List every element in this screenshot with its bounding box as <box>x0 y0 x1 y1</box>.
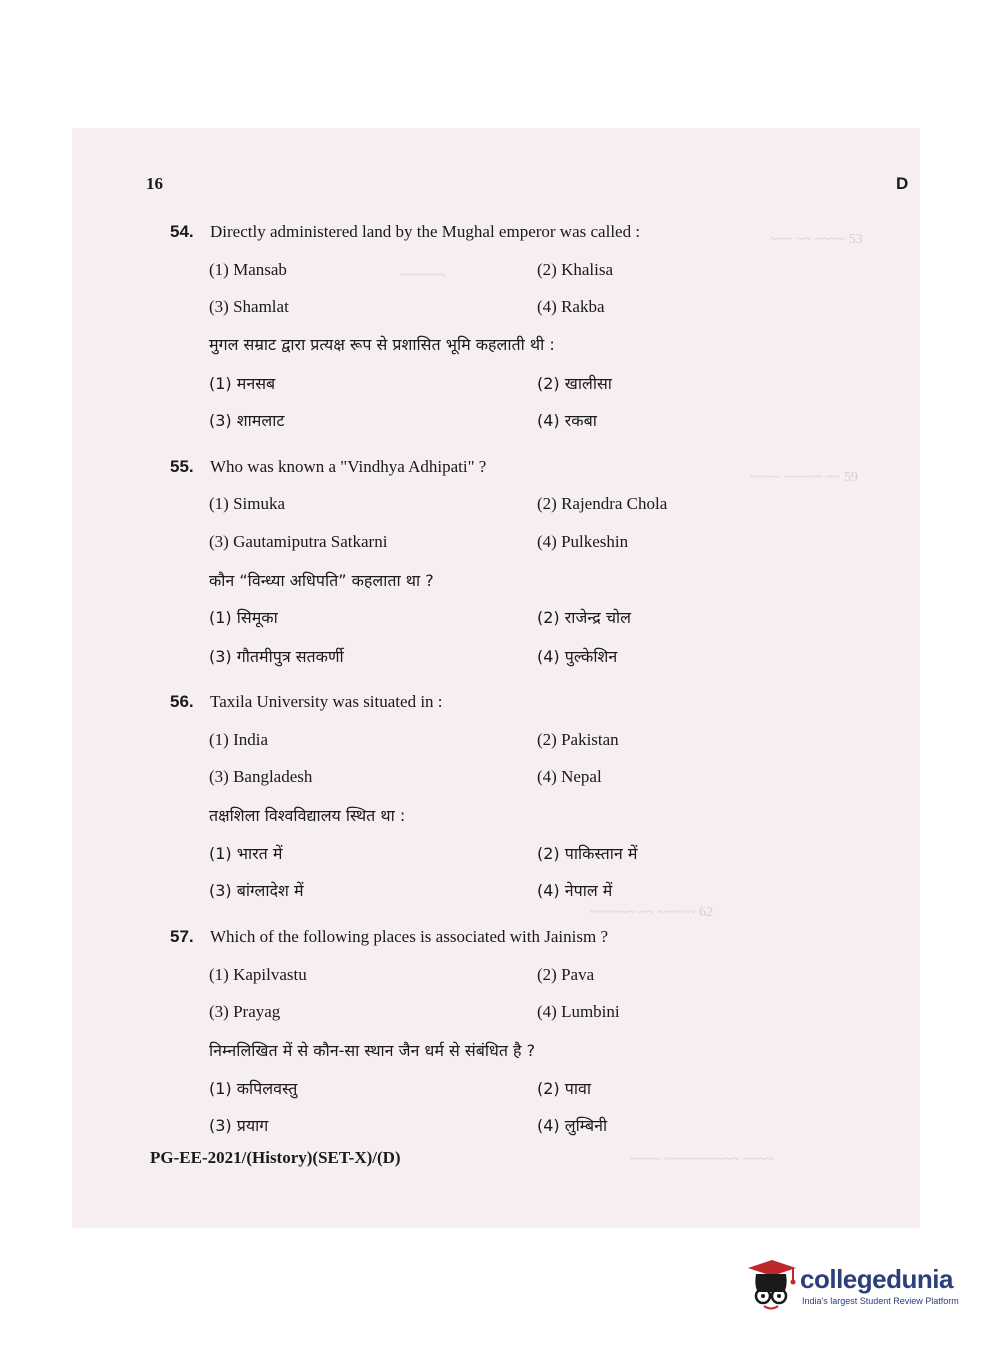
paper-code: PG-EE-2021/(History)(SET-X)/(D) <box>150 1148 401 1167</box>
question-text-hi: कौन “विन्ध्या अधिपति” कहलाता था ? <box>209 571 434 590</box>
option-4-en: (4) Rakba <box>537 297 605 316</box>
option-2-hi: (2) पावा <box>537 1079 592 1098</box>
question-text-en: Directly administered land by the Mughal emperor was called : <box>210 222 641 241</box>
bleed-through-decoration: ~~~ ~~ ~~~~ 53 <box>770 232 863 247</box>
option-3-en: (3) Gautamiputra Satkarni <box>209 532 388 551</box>
option-1-hi: (1) सिमूका <box>209 608 278 627</box>
option-1-hi: (1) भारत में <box>209 844 283 863</box>
question-text-en: Who was known a "Vindhya Adhipati" ? <box>210 457 487 476</box>
option-4-hi: (4) नेपाल में <box>537 881 613 900</box>
option-2-en: (2) Rajendra Chola <box>537 494 668 513</box>
option-1-en: (1) Mansab <box>209 260 287 279</box>
option-1-en: (1) Kapilvastu <box>209 965 307 984</box>
option-4-hi: (4) पुल्केशिन <box>537 647 618 666</box>
option-4-en: (4) Pulkeshin <box>537 532 629 551</box>
question-text-en: Taxila University was situated in : <box>210 692 443 711</box>
option-4-en: (4) Nepal <box>537 767 602 786</box>
option-2-hi: (2) पाकिस्तान में <box>537 844 638 863</box>
collegedunia-logo <box>742 1256 972 1316</box>
question-text-hi: मुगल सम्राट द्वारा प्रत्यक्ष रूप से प्रशासित भूमि कहलाती थी : <box>209 335 555 354</box>
bleed-through-decoration: ~~~~~~ ~~ ~~~~~ 62 <box>590 905 713 920</box>
option-4-en: (4) Lumbini <box>537 1002 620 1021</box>
bleed-through-decoration: ~~~~ ~~~~~ ~~ 59 <box>750 470 858 485</box>
graduate-mascot-icon <box>742 1256 800 1314</box>
option-1-hi: (1) कपिलवस्तु <box>209 1079 298 1098</box>
question-text-hi: निम्नलिखित में से कौन-सा स्थान जैन धर्म से संबंधित है ? <box>209 1041 536 1060</box>
option-1-en: (1) Simuka <box>209 494 286 513</box>
option-1-hi: (1) मनसब <box>209 374 276 393</box>
brand-tagline: India's largest Student Review Platform <box>802 1296 959 1306</box>
option-4-hi: (4) लुम्बिनी <box>537 1116 608 1135</box>
option-3-en: (3) Shamlat <box>209 297 289 316</box>
option-3-hi: (3) प्रयाग <box>209 1116 269 1135</box>
option-3-hi: (3) गौतमीपुत्र सतकर्णी <box>209 647 344 666</box>
option-3-en: (3) Prayag <box>209 1002 281 1021</box>
page-number: 16 <box>146 174 163 193</box>
option-2-en: (2) Khalisa <box>537 260 614 279</box>
question-number: 57. <box>170 927 194 946</box>
option-3-en: (3) Bangladesh <box>209 767 313 786</box>
question-text-en: Which of the following places is associated with Jainism ? <box>210 927 608 946</box>
bleed-through-decoration: ~~~~ ~~~~~~~~~~ ~~~~ <box>630 1152 774 1167</box>
bleed-through-decoration: ~~~~~~ <box>400 268 446 283</box>
question-text-hi: तक्षशिला विश्वविद्यालय स्थित था : <box>209 806 406 825</box>
set-code: D <box>896 174 909 193</box>
question-number: 55. <box>170 457 194 476</box>
option-4-hi: (4) रकबा <box>537 411 597 430</box>
option-3-hi: (3) शामलाट <box>209 411 285 430</box>
question-number: 56. <box>170 692 194 711</box>
question-number: 54. <box>170 222 194 241</box>
exam-page <box>72 128 920 1228</box>
option-2-hi: (2) राजेन्द्र चोल <box>537 608 631 627</box>
option-2-en: (2) Pakistan <box>537 730 619 749</box>
brand-name: collegedunia <box>800 1264 953 1294</box>
option-1-en: (1) India <box>209 730 269 749</box>
option-2-hi: (2) खालीसा <box>537 374 612 393</box>
option-3-hi: (3) बांग्लादेश में <box>209 881 304 900</box>
option-2-en: (2) Pava <box>537 965 595 984</box>
